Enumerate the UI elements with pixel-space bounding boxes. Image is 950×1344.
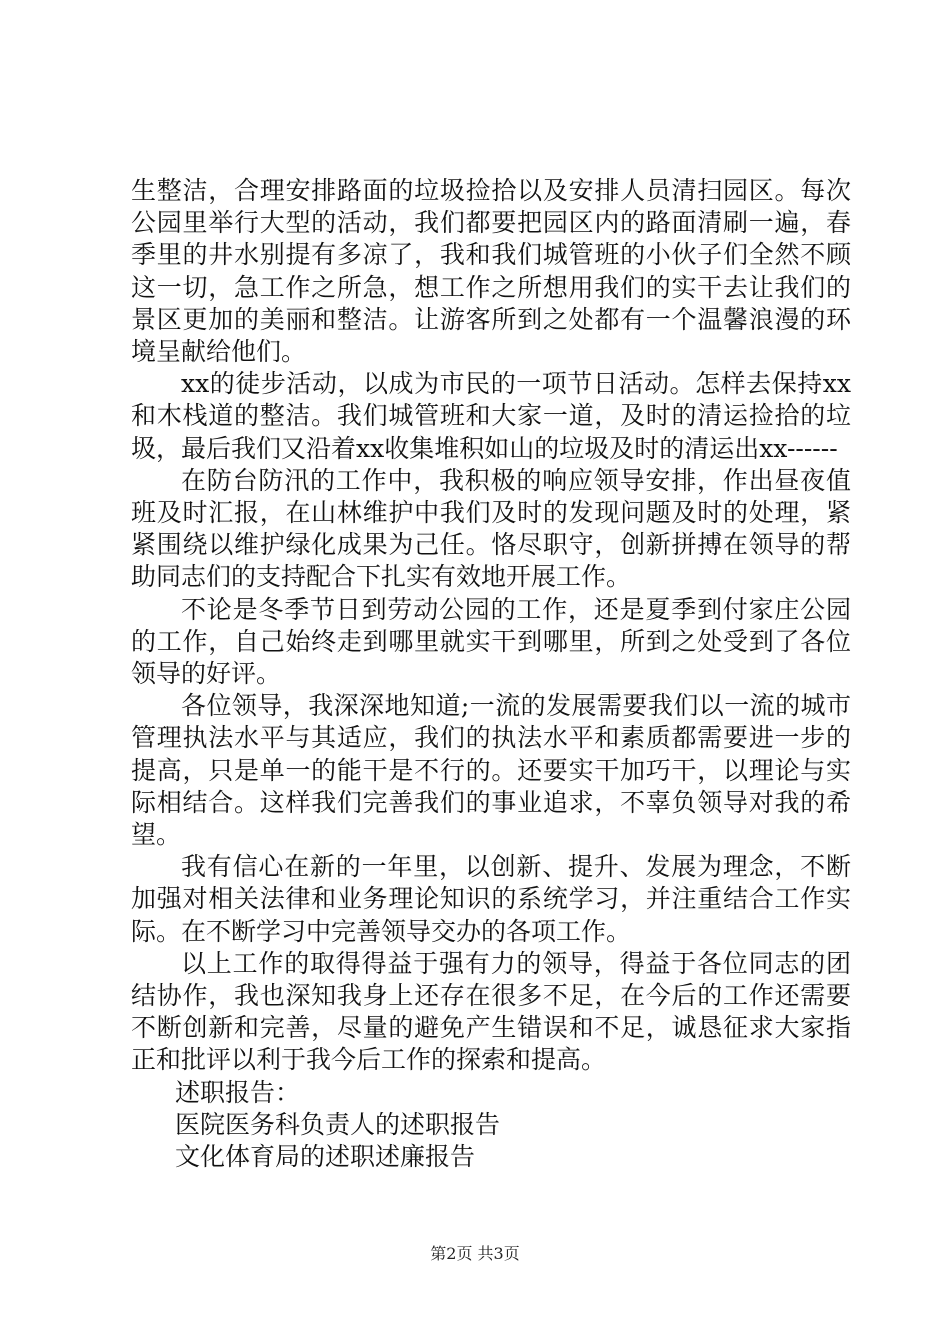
body-paragraph-7: 以上工作的取得得益于强有力的领导，得益于各位同志的团结协作，我也深知我身上还存在很多不足，在今后的工作还需要不断创新和完善，尽量的避免产生错误和不足，诚恳征求大家指正和批评以利于我今后工作的探索和提高。 <box>131 948 851 1075</box>
related-report-link[interactable]: 文化体育局的述职述廉报告 <box>175 1142 476 1172</box>
body-paragraph-3: 在防台防汛的工作中，我积极的响应领导安排，作出昼夜值班及时汇报，在山林维护中我们及时的发现问题及时的处理，紧紧围绕以维护绿化成果为己任。恪尽职守，创新拼搏在领导的帮助同志们的支持配合下扎实有效地开展工作。 <box>131 465 851 592</box>
body-paragraph-5: 各位领导，我深深地知道;一流的发展需要我们以一流的城市管理执法水平与其适应，我们的执法水平和素质都需要进一步的提高，只是单一的能干是不行的。还要实干加巧干，以理论与实际相结合。这样我们完善我们的事业追求，不辜负领导对我的希望。 <box>131 691 851 850</box>
body-paragraph-6: 我有信心在新的一年里，以创新、提升、发展为理念，不断加强对相关法律和业务理论知识的系统学习，并注重结合工作实际。在不断学习中完善领导交办的各项工作。 <box>131 852 851 946</box>
body-paragraph-1: 生整洁，合理安排路面的垃圾捡拾以及安排人员清扫园区。每次公园里举行大型的活动，我们都要把园区内的路面清刷一遍，春季里的井水别提有多凉了，我和我们城管班的小伙子们全然不顾这一切，急工作之所急，想工作之所想用我们的实干去让我们的景区更加的美丽和整洁。让游客所到之处都有一个温馨浪漫的环境呈献给他们。 <box>131 176 851 367</box>
body-paragraph-2: xx的徒步活动，以成为市民的一项节日活动。怎样去保持xx和木栈道的整洁。我们城管班和大家一道，及时的清运捡拾的垃圾，最后我们又沿着xx收集堆积如山的垃圾及时的清运出xx------ <box>131 369 851 463</box>
page-number-footer: 第2页 共3页 <box>430 1244 520 1263</box>
related-report-link[interactable]: 医院医务科负责人的述职报告 <box>175 1109 501 1139</box>
body-paragraph-4: 不论是冬季节日到劳动公园的工作，还是夏季到付家庄公园的工作，自己始终走到哪里就实干到哪里，所到之处受到了各位领导的好评。 <box>131 594 851 689</box>
related-reports-heading: 述职报告： <box>175 1077 301 1107</box>
document-body <box>131 175 851 1173</box>
